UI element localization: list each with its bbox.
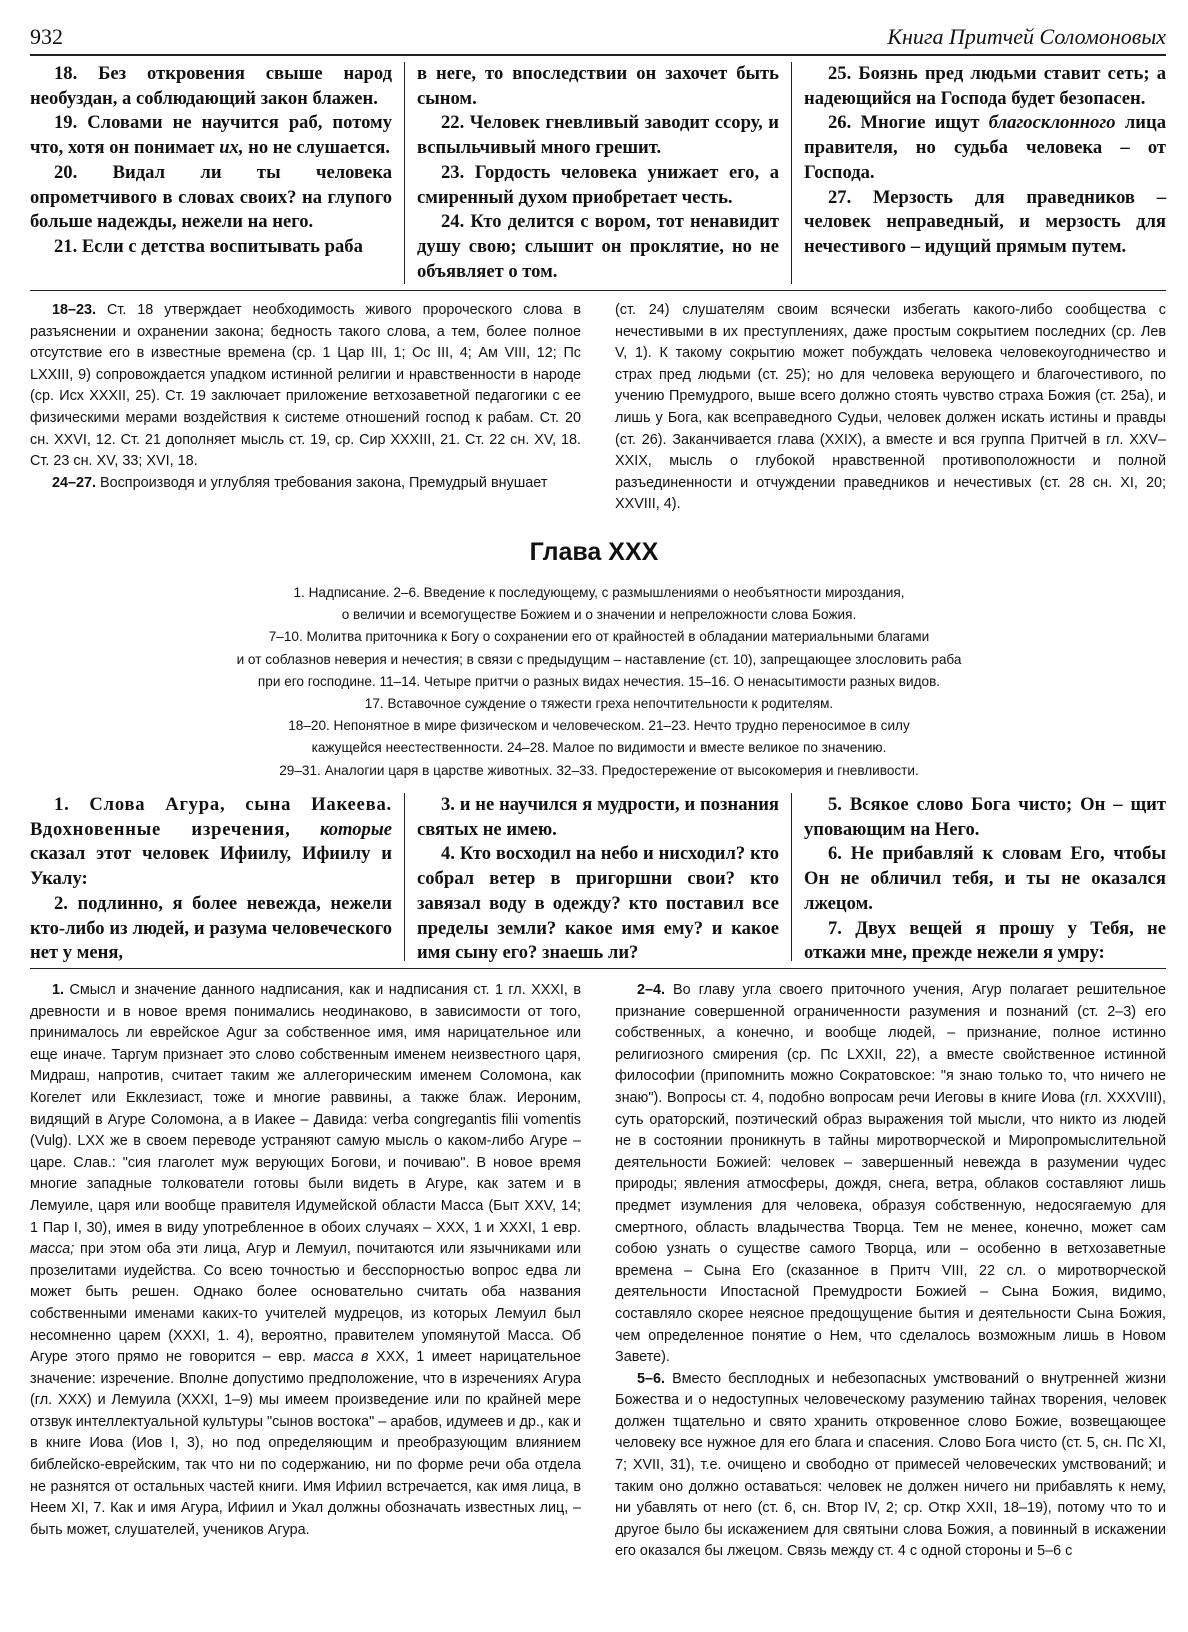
page-header xyxy=(30,22,1166,56)
commentary-2-4: 2–4. Во главу угла своего приточного учения, Агур полагает решительное признание совершенной ограниченности разумения и познаний (ст. 2–3) его собственных, а конечно, и вообще людей, – признание, полное истинно религиозного смирения (ср. Пс LXXII, 22), а вместе свойственное истинной философии (припомнить можно Сократовское: "я знаю только то, что ничего не знаю"). Вопросы ст. 4, подобно вопросам речи Иеговы в книге Иова (гл. XXXVIII), суть ораторский, поэтический образ выражения той мысли, что никто из людей не в состоянии проникнуть в тайны миротворческой и Миропромыслительной деятельности Божией: человек – завершенный невежда в разумении чудес природы; явления атмосферы, дождя, снега, ветра, облаков составляют лишь предмет изумления для человека, образуя собственную, недосягаемую для смертного, область владычества Творца. Тем не менее, конечно, может сам собою узнать о существе самого Творца, или – особенно в ветхозаветные времена – Сына Его (сказанное в Притч VIII, 22 сл. о миротворческой деятельности Ипостасной Премудрости Божией – Сына Божия, видимо, составляло скорее неясное предощущение бытия и деятельности Сына Божия, чем определенное понятие о Нем, что сделалось возможным лишь в Новом Завете). xyxy=(615,982,1166,1366)
verse-21: 21. Если с детства воспитывать раба xyxy=(54,235,363,257)
top-commentary-right xyxy=(615,300,1166,516)
summary-line: 29–31. Аналогии царя в царстве животных. 32–33. Предостережение от высокомерия и гневливости. xyxy=(279,762,919,778)
running-title: Книга Притчей Соломоновых xyxy=(887,24,1166,49)
verse-27: 27. Мерзость для праведников – человек неправедный, и мерзость для нечестивого – идущий прямым путем. xyxy=(804,186,1166,257)
bottom-commentary xyxy=(30,980,1166,1563)
chapter-title: Глава XXX xyxy=(529,538,659,566)
summary-line: 18–20. Непонятное в мире физическом и человеческом. 21–23. Нечто трудно переносимое в силу xyxy=(288,718,910,734)
top-verses-col-2 xyxy=(404,62,791,284)
summary-line: кажущейся неестественности. 24–28. Малое по видимости и вместе великое по значению. xyxy=(311,740,887,756)
chapter-summary xyxy=(120,582,1078,782)
verse-6: 6. Не прибавляй к словам Его, чтобы Он не обличил тебя, и ты не оказался лжецом. xyxy=(804,843,1166,914)
verse-20: 20. Видал ли ты человека опрометчивого в словах своих? на глупого больше надежды, нежели на него. xyxy=(30,161,392,233)
verse-2: 2. подлинно, я более невежда, нежели кто-либо из людей, и разума человеческого нет у меня, xyxy=(30,892,392,964)
summary-line: и от соблазнов неверия и нечестия; в связи с предыдущим – наставление (ст. 10), запрещающее злословить раба xyxy=(236,651,962,667)
summary-line: 1. Надписание. 2–6. Введение к последующему, с размышлениями о необъятности мироздания, xyxy=(293,585,905,600)
top-commentary xyxy=(30,300,1166,516)
chapter-verses-col-3 xyxy=(791,793,1166,964)
verse-18: 18. Без откровения свыше народ необуздан, а соблюдающий закон блажен. xyxy=(30,63,392,109)
bottom-commentary-right xyxy=(615,980,1166,1563)
verse-22: 22. Человек гневливый заводит ссору, и вспыльчивый много грешит. xyxy=(417,112,779,159)
verse-3: 3. и не научился я мудрости, и познания святых не имею. xyxy=(417,794,779,840)
summary-line: при его господине. 11–14. Четыре притчи о разных видах нечестия. 15–16. О ненасытимости разных видов. xyxy=(257,673,941,689)
divider-rule xyxy=(30,290,1166,291)
verse-7: 7. Двух вещей я прошу у Тебя, не откажи мне, прежде нежели я умру: xyxy=(804,917,1166,964)
verse-5: 5. Всякое слово Бога чисто; Он – щит уповающим на Него. xyxy=(804,794,1166,840)
page-number: 932 xyxy=(30,24,63,49)
verse-26: 26. Многие ищут благосклонного лица правителя, но судьба человека – от Господа. xyxy=(804,112,1166,183)
commentary-24-27-cont: (ст. 24) слушателям своим всячески избегать какого-либо сообщества с нечестивыми в их преступлениях, даже простым сокрытием последних (ср. Лев V, 1). К такому сокрытию может побуждать человека человекоугодничество и страх пред людьми (ст. 25); но для человека верующего и благочестивого, по учению Премудрого, выше всего должно стоять чувство страха Божия (ст. 25а), и лишь у Бога, как всеправедного Судьи, человек должен искать истины и правды (ст. 26). Заканчивается глава (XXIX), а вместе и вся группа Притчей в гл. XXV–XXIX, мысль о глубокой нравственной противоположности и полной разъединенности и отчуждении праведников и нечестивых (ст. 28 сн. XI, 20; XXVIII, 4). xyxy=(615,302,1166,513)
commentary-24-27: 24–27. Воспроизводя и углубляя требования закона, Премудрый внушает xyxy=(52,474,548,491)
summary-line: 7–10. Молитва приточника к Богу о сохранении его от крайностей в обладании материальными благами xyxy=(268,629,930,645)
divider-rule xyxy=(30,968,1166,969)
verse-23: 23. Гордость человека унижает его, а смиренный духом приобретает честь. xyxy=(417,161,779,208)
commentary-1: 1. Смысл и значение данного надписания, как и надписания ст. 1 гл. XXXI, в древности и в новое время понимались неодинаково, в зависимости от того, принималось ли еврейское Agur за собственное имя, имя нарицательное или еще иначе. Таргум признает это слово собственным именем неизвестного царя, Мидраш, напротив, считает таким же аллегорическим именем Соломона, как Когелет или Екклезиаст, тоже и многие раввины, а также блаж. Иероним, видящий в Агуре Соломона, а в Иакее – Давида: verba congregantis filii vomentis (Vulg). LXX же в своем переводе устраняют самую мысль о каком-либо Агуре – царе. Слав.: "сия глаголет муж верующих Богови, и почиваю". В новое время многие западные толкователи готовы были видеть в Агуре, как затем и в Лемуиле, царя или вообще правителя Идумейской области Масса (Быт XXV, 14; 1 Пар I, 30), имея в виду употребленное в обоих случаях – XXX, 1 и XXXI, 1 евр. масса; при этом оба эти лица, Агур и Лемуил, почитаются или язычниками или прозелитами иудейства. Со всею точностью и бесспорностью вопрос едва ли может быть решен. Однако более основательно считать оба названия собственными именами каких-то учителей мудрецов, из которых Лемуил был несомненно царем (XXXI, 1. 4), вероятно, правителем упомянутой Масса. Об Агуре этого прямо не говорится – евр. масса в XXX, 1 имеет нарицательное значение: изречение. Вполне допустимо предположение, что в изречениях Агура (гл. XXX) и Лемуила (XXXI, 1–9) мы имеем произведение или по крайней мере отзвук интеллектуальной культуры "сынов востока" – арабов, идумеев и др., как и в книге Иова (Иов I, 3), но под определяющим и преобразующим влиянием библейско-еврейским, так что ни по содержанию, ни по форме речи оба отдела не разнятся от остальных частей книги. Имя Ифиил встречается, как имя лица, в Неем XI, 7. Как и имя Агура, Ифиил и Укал должны обозначать известных лиц, – быть может, слушателей, учеников Агура. xyxy=(30,982,581,1538)
commentary-18-23: 18–23. Ст. 18 утверждает необходимость живого пророческого слова в разъяснении и охранении закона; бедность такого слова, а тем, более полное отсутствие его в известные времена (ср. 1 Цар III, 1; Ос III, 4; Ам VIII, 12; Пс LXXIII, 9) сопровождается упадком истинной религии и нравственности в народе (ср. Исх XXXII, 25). Ст. 19 заключает приложение ветхозаветной педагогики с ее физическими мерами воздействия к системе отношений господ к рабам. Ст. 20 сн. XXVI, 12. Ст. 21 дополняет мысль ст. 19, ср. Сир XXXIII, 21. Ст. 22 сн. XV, 18. Ст. 23 сн. XV, 33; XVI, 18. xyxy=(30,302,581,470)
chapter-verses-col-2 xyxy=(404,793,791,964)
verse-25: 25. Боязнь пред людьми ставит сеть; а надеющийся на Господа будет безопасен. xyxy=(804,63,1166,109)
verse-19: 19. Словами не научится раб, потому что, хотя он понимает их, но не слушается. xyxy=(30,112,392,159)
commentary-5-6: 5–6. Вместо бесплодных и небезопасных умствований о внутренней жизни Божества и о недоступных человеческому разумению тайнах творения, человек должен тщательно и свято хранить откровенное слово Божие, возвещающее человеку все нужное для его блага и спасения. Слово Бога чисто (ст. 5, сн. Пс XI, 7; XVII, 31), т.е. очищено и свободно от примесей человеческих умствований; и таким оно должно оставаться: человек не должен ничего ни прибавлять к нему, ни убавлять от него (ст. 6, сн. Втор IV, 2; ср. Откр XXII, 18–19), потому что то и другое было бы искажением для святыни слова Божия, а повинный в искажении его оказался бы лжецом. Связь между ст. 4 с одной стороны и 5–6 с xyxy=(615,1370,1166,1560)
top-verses-col-3 xyxy=(791,62,1166,284)
bottom-commentary-left xyxy=(30,980,581,1563)
verse-1: 1. Слова Агура, сына Иакеева. Вдохновенные изречения, которые сказал этот человек Ифиилу, Ифиилу и Укалу: xyxy=(30,794,392,890)
top-commentary-left xyxy=(30,300,581,516)
chapter-verses-col-1 xyxy=(30,793,404,964)
verse-4: 4. Кто восходил на небо и нисходил? кто собрал ветер в пригоршни свои? кто завязал воду в одежду? кто поставил все пределы земли? какое имя ему? и какое имя сыну его? знаешь ли? xyxy=(417,843,779,964)
summary-line: о величии и всемогуществе Божием и о значении и непреложности слова Божия. xyxy=(341,607,857,623)
chapter-verses xyxy=(30,793,1166,964)
top-verses-col-1 xyxy=(30,62,404,284)
top-verses xyxy=(30,62,1166,284)
verse-24: 24. Кто делится с вором, тот ненавидит душу свою; слышит он проклятие, но не объявляет о том. xyxy=(417,211,779,282)
verse-21-cont: в неге, то впоследствии он захочет быть сыном. xyxy=(417,63,779,109)
summary-line: 17. Вставочное суждение о тяжести греха непочтительности к родителям. xyxy=(364,696,834,712)
